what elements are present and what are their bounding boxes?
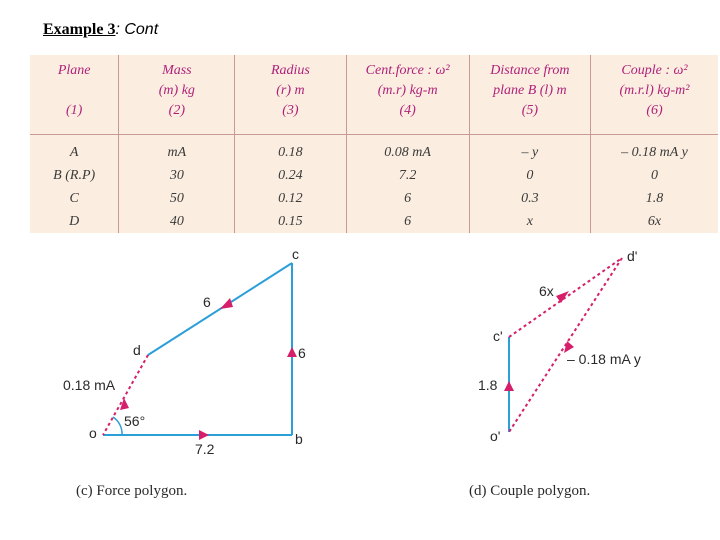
cell-mass: 30 xyxy=(119,164,235,187)
slide-title xyxy=(43,21,158,39)
label-cd: 6x xyxy=(539,283,554,299)
label-bc: 6 xyxy=(298,345,306,361)
label-o: o' xyxy=(490,428,501,444)
header-radius: Radius (r) m (3) xyxy=(235,55,346,135)
cell-force: 6 xyxy=(346,187,469,210)
arrow-bc xyxy=(287,347,297,357)
cell-force: 0.08 mA xyxy=(346,135,469,165)
label-ob: 7.2 xyxy=(195,441,215,457)
arrow-oc xyxy=(504,381,514,391)
arrow-ob xyxy=(199,430,209,440)
label-angle: 56° xyxy=(124,413,146,429)
cell-radius: 0.18 xyxy=(235,135,346,165)
title-example: Example 3 xyxy=(43,21,116,38)
cell-plane: A xyxy=(69,144,79,160)
label-da: 0.18 mA xyxy=(63,377,116,393)
cell-mass: mA xyxy=(119,135,235,165)
cell-radius: 0.24 xyxy=(235,164,346,187)
header-mass: Mass (m) kg (2) xyxy=(119,55,235,135)
cell-distance: 0 xyxy=(469,164,590,187)
label-cd: 6 xyxy=(203,294,211,310)
cell-couple: – 0.18 mA y xyxy=(590,135,718,165)
cell-couple: 6x xyxy=(590,210,718,233)
cell-mass: 40 xyxy=(119,210,235,233)
cell-couple: 1.8 xyxy=(590,187,718,210)
caption-force-polygon: (c) Force polygon. xyxy=(76,483,188,499)
cell-plane: C xyxy=(69,190,79,206)
caption-couple-polygon: (d) Couple polygon. xyxy=(469,483,591,499)
cell-force: 7.2 xyxy=(346,164,469,187)
label-b: b xyxy=(295,431,303,447)
data-table xyxy=(30,55,718,233)
cell-force: 6 xyxy=(346,210,469,233)
label-d: d xyxy=(133,342,141,358)
label-c: c xyxy=(292,246,299,262)
table-row xyxy=(30,135,718,165)
cell-radius: 0.15 xyxy=(235,210,346,233)
label-d: d' xyxy=(627,248,638,264)
header-distance: Distance from plane B (l) m (5) xyxy=(469,55,590,135)
header-cent-force: Cent.force : ω² (m.r) kg-m (4) xyxy=(346,55,469,135)
table-row xyxy=(30,164,718,187)
header-plane: Plane (1) xyxy=(57,63,91,118)
cell-distance: – y xyxy=(469,135,590,165)
header-couple: Couple : ω² (m.r.l) kg-m² (6) xyxy=(590,55,718,135)
cell-couple: 0 xyxy=(590,164,718,187)
label-o: o xyxy=(89,425,97,441)
couple-polygon xyxy=(469,248,641,499)
cell-distance: 0.3 xyxy=(469,187,590,210)
angle-arc xyxy=(113,417,122,435)
title-rest: : Cont xyxy=(115,21,159,38)
line-do xyxy=(509,258,622,432)
arrow-cd xyxy=(556,291,569,303)
table-header-row xyxy=(30,55,718,135)
cell-mass: 50 xyxy=(119,187,235,210)
polygon-diagrams xyxy=(0,230,720,530)
label-do: – 0.18 mA y xyxy=(567,351,641,367)
label-c: c' xyxy=(493,328,503,344)
line-cd xyxy=(509,258,622,337)
cell-distance: x xyxy=(469,210,590,233)
table-row xyxy=(30,187,718,210)
label-oc: 1.8 xyxy=(478,377,498,393)
cell-plane: B (R.P) xyxy=(53,167,96,183)
force-polygon xyxy=(63,246,306,499)
cell-radius: 0.12 xyxy=(235,187,346,210)
arrow-cd xyxy=(220,298,233,309)
cell-plane: D xyxy=(69,213,80,229)
